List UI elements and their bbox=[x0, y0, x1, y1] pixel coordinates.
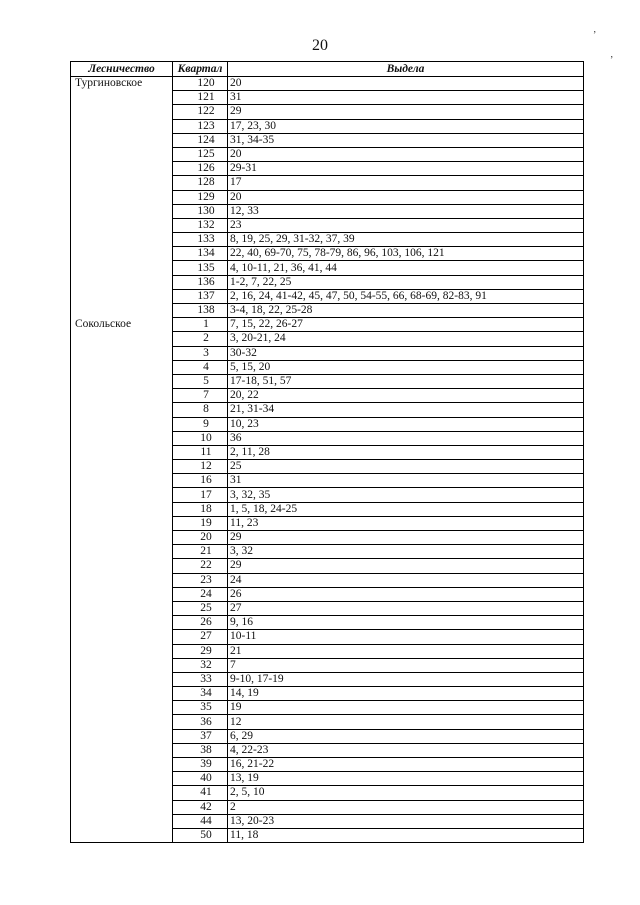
cell-vydela: 26 bbox=[228, 587, 584, 601]
cell-vydela: 17 bbox=[228, 176, 584, 190]
cell-vydela: 16, 21-22 bbox=[228, 758, 584, 772]
table-row bbox=[71, 417, 584, 431]
table-body bbox=[71, 77, 584, 843]
table-row bbox=[71, 687, 584, 701]
cell-forestry bbox=[71, 601, 173, 615]
table-row bbox=[71, 616, 584, 630]
cell-forestry bbox=[71, 531, 173, 545]
cell-forestry bbox=[71, 304, 173, 318]
table-row bbox=[71, 715, 584, 729]
cell-kvartal: 29 bbox=[173, 644, 228, 658]
cell-forestry bbox=[71, 630, 173, 644]
table-row bbox=[71, 630, 584, 644]
table-row bbox=[71, 601, 584, 615]
cell-forestry bbox=[71, 474, 173, 488]
cell-kvartal: 20 bbox=[173, 531, 228, 545]
table-row bbox=[71, 374, 584, 388]
forestry-table bbox=[70, 61, 584, 843]
table-row bbox=[71, 828, 584, 842]
table-row bbox=[71, 289, 584, 303]
cell-vydela: 13, 19 bbox=[228, 772, 584, 786]
cell-forestry bbox=[71, 332, 173, 346]
cell-kvartal: 38 bbox=[173, 743, 228, 757]
cell-kvartal: 125 bbox=[173, 147, 228, 161]
cell-forestry bbox=[71, 828, 173, 842]
table-row bbox=[71, 531, 584, 545]
cell-kvartal: 23 bbox=[173, 573, 228, 587]
cell-vydela: 25 bbox=[228, 460, 584, 474]
cell-kvartal: 132 bbox=[173, 218, 228, 232]
cell-forestry bbox=[71, 559, 173, 573]
table-row bbox=[71, 389, 584, 403]
cell-vydela: 36 bbox=[228, 431, 584, 445]
cell-forestry bbox=[71, 119, 173, 133]
table-row bbox=[71, 204, 584, 218]
cell-kvartal: 9 bbox=[173, 417, 228, 431]
cell-kvartal: 19 bbox=[173, 516, 228, 530]
cell-kvartal: 128 bbox=[173, 176, 228, 190]
cell-forestry bbox=[71, 346, 173, 360]
table-row bbox=[71, 105, 584, 119]
cell-forestry bbox=[71, 786, 173, 800]
cell-kvartal: 124 bbox=[173, 133, 228, 147]
cell-forestry bbox=[71, 814, 173, 828]
cell-kvartal: 122 bbox=[173, 105, 228, 119]
cell-forestry bbox=[71, 545, 173, 559]
cell-vydela: 29-31 bbox=[228, 162, 584, 176]
cell-forestry bbox=[71, 133, 173, 147]
cell-kvartal: 2 bbox=[173, 332, 228, 346]
table-row bbox=[71, 729, 584, 743]
cell-kvartal: 12 bbox=[173, 460, 228, 474]
table-row bbox=[71, 474, 584, 488]
cell-vydela: 2, 11, 28 bbox=[228, 445, 584, 459]
cell-forestry bbox=[71, 587, 173, 601]
cell-forestry bbox=[71, 431, 173, 445]
cell-kvartal: 26 bbox=[173, 616, 228, 630]
cell-forestry bbox=[71, 743, 173, 757]
cell-kvartal: 133 bbox=[173, 233, 228, 247]
cell-kvartal: 137 bbox=[173, 289, 228, 303]
cell-vydela: 14, 19 bbox=[228, 687, 584, 701]
cell-kvartal: 11 bbox=[173, 445, 228, 459]
cell-vydela: 11, 18 bbox=[228, 828, 584, 842]
cell-forestry bbox=[71, 516, 173, 530]
cell-vydela: 29 bbox=[228, 531, 584, 545]
cell-kvartal: 4 bbox=[173, 360, 228, 374]
table-row bbox=[71, 488, 584, 502]
table-row bbox=[71, 304, 584, 318]
table-row bbox=[71, 786, 584, 800]
table-row bbox=[71, 658, 584, 672]
cell-kvartal: 135 bbox=[173, 261, 228, 275]
cell-forestry bbox=[71, 460, 173, 474]
cell-vydela: 31 bbox=[228, 474, 584, 488]
cell-vydela: 12, 33 bbox=[228, 204, 584, 218]
table-row bbox=[71, 261, 584, 275]
cell-forestry bbox=[71, 715, 173, 729]
cell-kvartal: 24 bbox=[173, 587, 228, 601]
cell-kvartal: 18 bbox=[173, 502, 228, 516]
cell-kvartal: 130 bbox=[173, 204, 228, 218]
table-row bbox=[71, 772, 584, 786]
table-row bbox=[71, 587, 584, 601]
table-row bbox=[71, 403, 584, 417]
table-row bbox=[71, 190, 584, 204]
cell-kvartal: 3 bbox=[173, 346, 228, 360]
cell-forestry bbox=[71, 701, 173, 715]
cell-forestry bbox=[71, 729, 173, 743]
cell-forestry bbox=[71, 644, 173, 658]
cell-forestry bbox=[71, 687, 173, 701]
cell-vydela: 19 bbox=[228, 701, 584, 715]
table-row bbox=[71, 318, 584, 332]
cell-kvartal: 50 bbox=[173, 828, 228, 842]
cell-kvartal: 121 bbox=[173, 91, 228, 105]
cell-forestry bbox=[71, 800, 173, 814]
cell-vydela: 3, 20-21, 24 bbox=[228, 332, 584, 346]
cell-kvartal: 134 bbox=[173, 247, 228, 261]
cell-vydela: 20 bbox=[228, 77, 584, 91]
cell-kvartal: 136 bbox=[173, 275, 228, 289]
table-row bbox=[71, 119, 584, 133]
cell-kvartal: 1 bbox=[173, 318, 228, 332]
table-row bbox=[71, 91, 584, 105]
cell-forestry bbox=[71, 772, 173, 786]
table-row bbox=[71, 814, 584, 828]
cell-vydela: 24 bbox=[228, 573, 584, 587]
cell-vydela: 10-11 bbox=[228, 630, 584, 644]
cell-forestry bbox=[71, 162, 173, 176]
table-row bbox=[71, 360, 584, 374]
cell-kvartal: 5 bbox=[173, 374, 228, 388]
table-row bbox=[71, 559, 584, 573]
table-row bbox=[71, 162, 584, 176]
table-row bbox=[71, 431, 584, 445]
cell-forestry bbox=[71, 389, 173, 403]
cell-forestry bbox=[71, 261, 173, 275]
table-row bbox=[71, 800, 584, 814]
cell-kvartal: 44 bbox=[173, 814, 228, 828]
cell-vydela: 2, 5, 10 bbox=[228, 786, 584, 800]
cell-vydela: 22, 40, 69-70, 75, 78-79, 86, 96, 103, 106, 121 bbox=[228, 247, 584, 261]
cell-forestry: Сокольское bbox=[71, 318, 173, 332]
cell-kvartal: 35 bbox=[173, 701, 228, 715]
cell-vydela: 1, 5, 18, 24-25 bbox=[228, 502, 584, 516]
cell-forestry bbox=[71, 758, 173, 772]
table-row bbox=[71, 133, 584, 147]
cell-forestry bbox=[71, 233, 173, 247]
cell-vydela: 13, 20-23 bbox=[228, 814, 584, 828]
cell-vydela: 9-10, 17-19 bbox=[228, 672, 584, 686]
table-row bbox=[71, 332, 584, 346]
table-row bbox=[71, 644, 584, 658]
cell-vydela: 31, 34-35 bbox=[228, 133, 584, 147]
cell-kvartal: 25 bbox=[173, 601, 228, 615]
cell-kvartal: 129 bbox=[173, 190, 228, 204]
header-forestry: Лесничество bbox=[71, 62, 173, 77]
cell-vydela: 30-32 bbox=[228, 346, 584, 360]
cell-forestry bbox=[71, 658, 173, 672]
cell-forestry bbox=[71, 147, 173, 161]
cell-vydela: 4, 22-23 bbox=[228, 743, 584, 757]
cell-kvartal: 123 bbox=[173, 119, 228, 133]
cell-kvartal: 27 bbox=[173, 630, 228, 644]
cell-vydela: 10, 23 bbox=[228, 417, 584, 431]
table-row bbox=[71, 573, 584, 587]
cell-vydela: 12 bbox=[228, 715, 584, 729]
table-row bbox=[71, 247, 584, 261]
cell-forestry bbox=[71, 488, 173, 502]
table-row bbox=[71, 346, 584, 360]
cell-vydela: 6, 29 bbox=[228, 729, 584, 743]
table-row bbox=[71, 502, 584, 516]
cell-forestry bbox=[71, 204, 173, 218]
cell-vydela: 8, 19, 25, 29, 31-32, 37, 39 bbox=[228, 233, 584, 247]
cell-kvartal: 126 bbox=[173, 162, 228, 176]
margin-mark: ’ bbox=[593, 30, 597, 41]
table-row bbox=[71, 545, 584, 559]
cell-kvartal: 16 bbox=[173, 474, 228, 488]
table-row bbox=[71, 275, 584, 289]
cell-forestry bbox=[71, 289, 173, 303]
cell-vydela: 7 bbox=[228, 658, 584, 672]
cell-kvartal: 8 bbox=[173, 403, 228, 417]
cell-vydela: 20 bbox=[228, 147, 584, 161]
cell-forestry bbox=[71, 445, 173, 459]
table-row bbox=[71, 147, 584, 161]
table-row bbox=[71, 743, 584, 757]
cell-forestry bbox=[71, 616, 173, 630]
cell-vydela: 2 bbox=[228, 800, 584, 814]
cell-kvartal: 22 bbox=[173, 559, 228, 573]
cell-vydela: 3, 32, 35 bbox=[228, 488, 584, 502]
table-row bbox=[71, 77, 584, 91]
cell-kvartal: 33 bbox=[173, 672, 228, 686]
cell-forestry bbox=[71, 247, 173, 261]
cell-vydela: 11, 23 bbox=[228, 516, 584, 530]
cell-vydela: 27 bbox=[228, 601, 584, 615]
header-vydela: Выдела bbox=[228, 62, 584, 77]
cell-vydela: 20 bbox=[228, 190, 584, 204]
cell-kvartal: 120 bbox=[173, 77, 228, 91]
cell-forestry bbox=[71, 91, 173, 105]
table-row bbox=[71, 176, 584, 190]
cell-forestry bbox=[71, 275, 173, 289]
cell-vydela: 17-18, 51, 57 bbox=[228, 374, 584, 388]
cell-kvartal: 42 bbox=[173, 800, 228, 814]
cell-kvartal: 41 bbox=[173, 786, 228, 800]
margin-mark: ’ bbox=[610, 55, 614, 66]
cell-forestry bbox=[71, 403, 173, 417]
cell-forestry bbox=[71, 105, 173, 119]
cell-vydela: 20, 22 bbox=[228, 389, 584, 403]
cell-vydela: 21, 31-34 bbox=[228, 403, 584, 417]
table-row bbox=[71, 218, 584, 232]
table-row bbox=[71, 460, 584, 474]
cell-kvartal: 39 bbox=[173, 758, 228, 772]
page-number: 20 bbox=[312, 37, 328, 54]
cell-kvartal: 37 bbox=[173, 729, 228, 743]
cell-kvartal: 138 bbox=[173, 304, 228, 318]
cell-vydela: 29 bbox=[228, 559, 584, 573]
cell-vydela: 4, 10-11, 21, 36, 41, 44 bbox=[228, 261, 584, 275]
table-row bbox=[71, 758, 584, 772]
cell-vydela: 9, 16 bbox=[228, 616, 584, 630]
cell-forestry bbox=[71, 417, 173, 431]
cell-kvartal: 40 bbox=[173, 772, 228, 786]
table-header-row bbox=[71, 62, 584, 77]
cell-forestry bbox=[71, 374, 173, 388]
cell-kvartal: 32 bbox=[173, 658, 228, 672]
cell-kvartal: 17 bbox=[173, 488, 228, 502]
cell-vydela: 7, 15, 22, 26-27 bbox=[228, 318, 584, 332]
cell-vydela: 2, 16, 24, 41-42, 45, 47, 50, 54-55, 66, 68-69, 82-83, 91 bbox=[228, 289, 584, 303]
cell-vydela: 3, 32 bbox=[228, 545, 584, 559]
cell-kvartal: 21 bbox=[173, 545, 228, 559]
cell-kvartal: 7 bbox=[173, 389, 228, 403]
table-row bbox=[71, 701, 584, 715]
cell-forestry bbox=[71, 176, 173, 190]
cell-kvartal: 36 bbox=[173, 715, 228, 729]
cell-forestry: Тургиновское bbox=[71, 77, 173, 91]
cell-forestry bbox=[71, 190, 173, 204]
table-row bbox=[71, 516, 584, 530]
cell-vydela: 21 bbox=[228, 644, 584, 658]
table-row bbox=[71, 445, 584, 459]
table-row bbox=[71, 672, 584, 686]
cell-vydela: 3-4, 18, 22, 25-28 bbox=[228, 304, 584, 318]
cell-vydela: 1-2, 7, 22, 25 bbox=[228, 275, 584, 289]
cell-kvartal: 34 bbox=[173, 687, 228, 701]
cell-vydela: 17, 23, 30 bbox=[228, 119, 584, 133]
cell-forestry bbox=[71, 218, 173, 232]
cell-vydela: 29 bbox=[228, 105, 584, 119]
cell-forestry bbox=[71, 573, 173, 587]
cell-vydela: 31 bbox=[228, 91, 584, 105]
table-row bbox=[71, 233, 584, 247]
cell-vydela: 5, 15, 20 bbox=[228, 360, 584, 374]
cell-forestry bbox=[71, 502, 173, 516]
cell-vydela: 23 bbox=[228, 218, 584, 232]
header-kvartal: Квартал bbox=[173, 62, 228, 77]
cell-forestry bbox=[71, 672, 173, 686]
cell-forestry bbox=[71, 360, 173, 374]
cell-kvartal: 10 bbox=[173, 431, 228, 445]
